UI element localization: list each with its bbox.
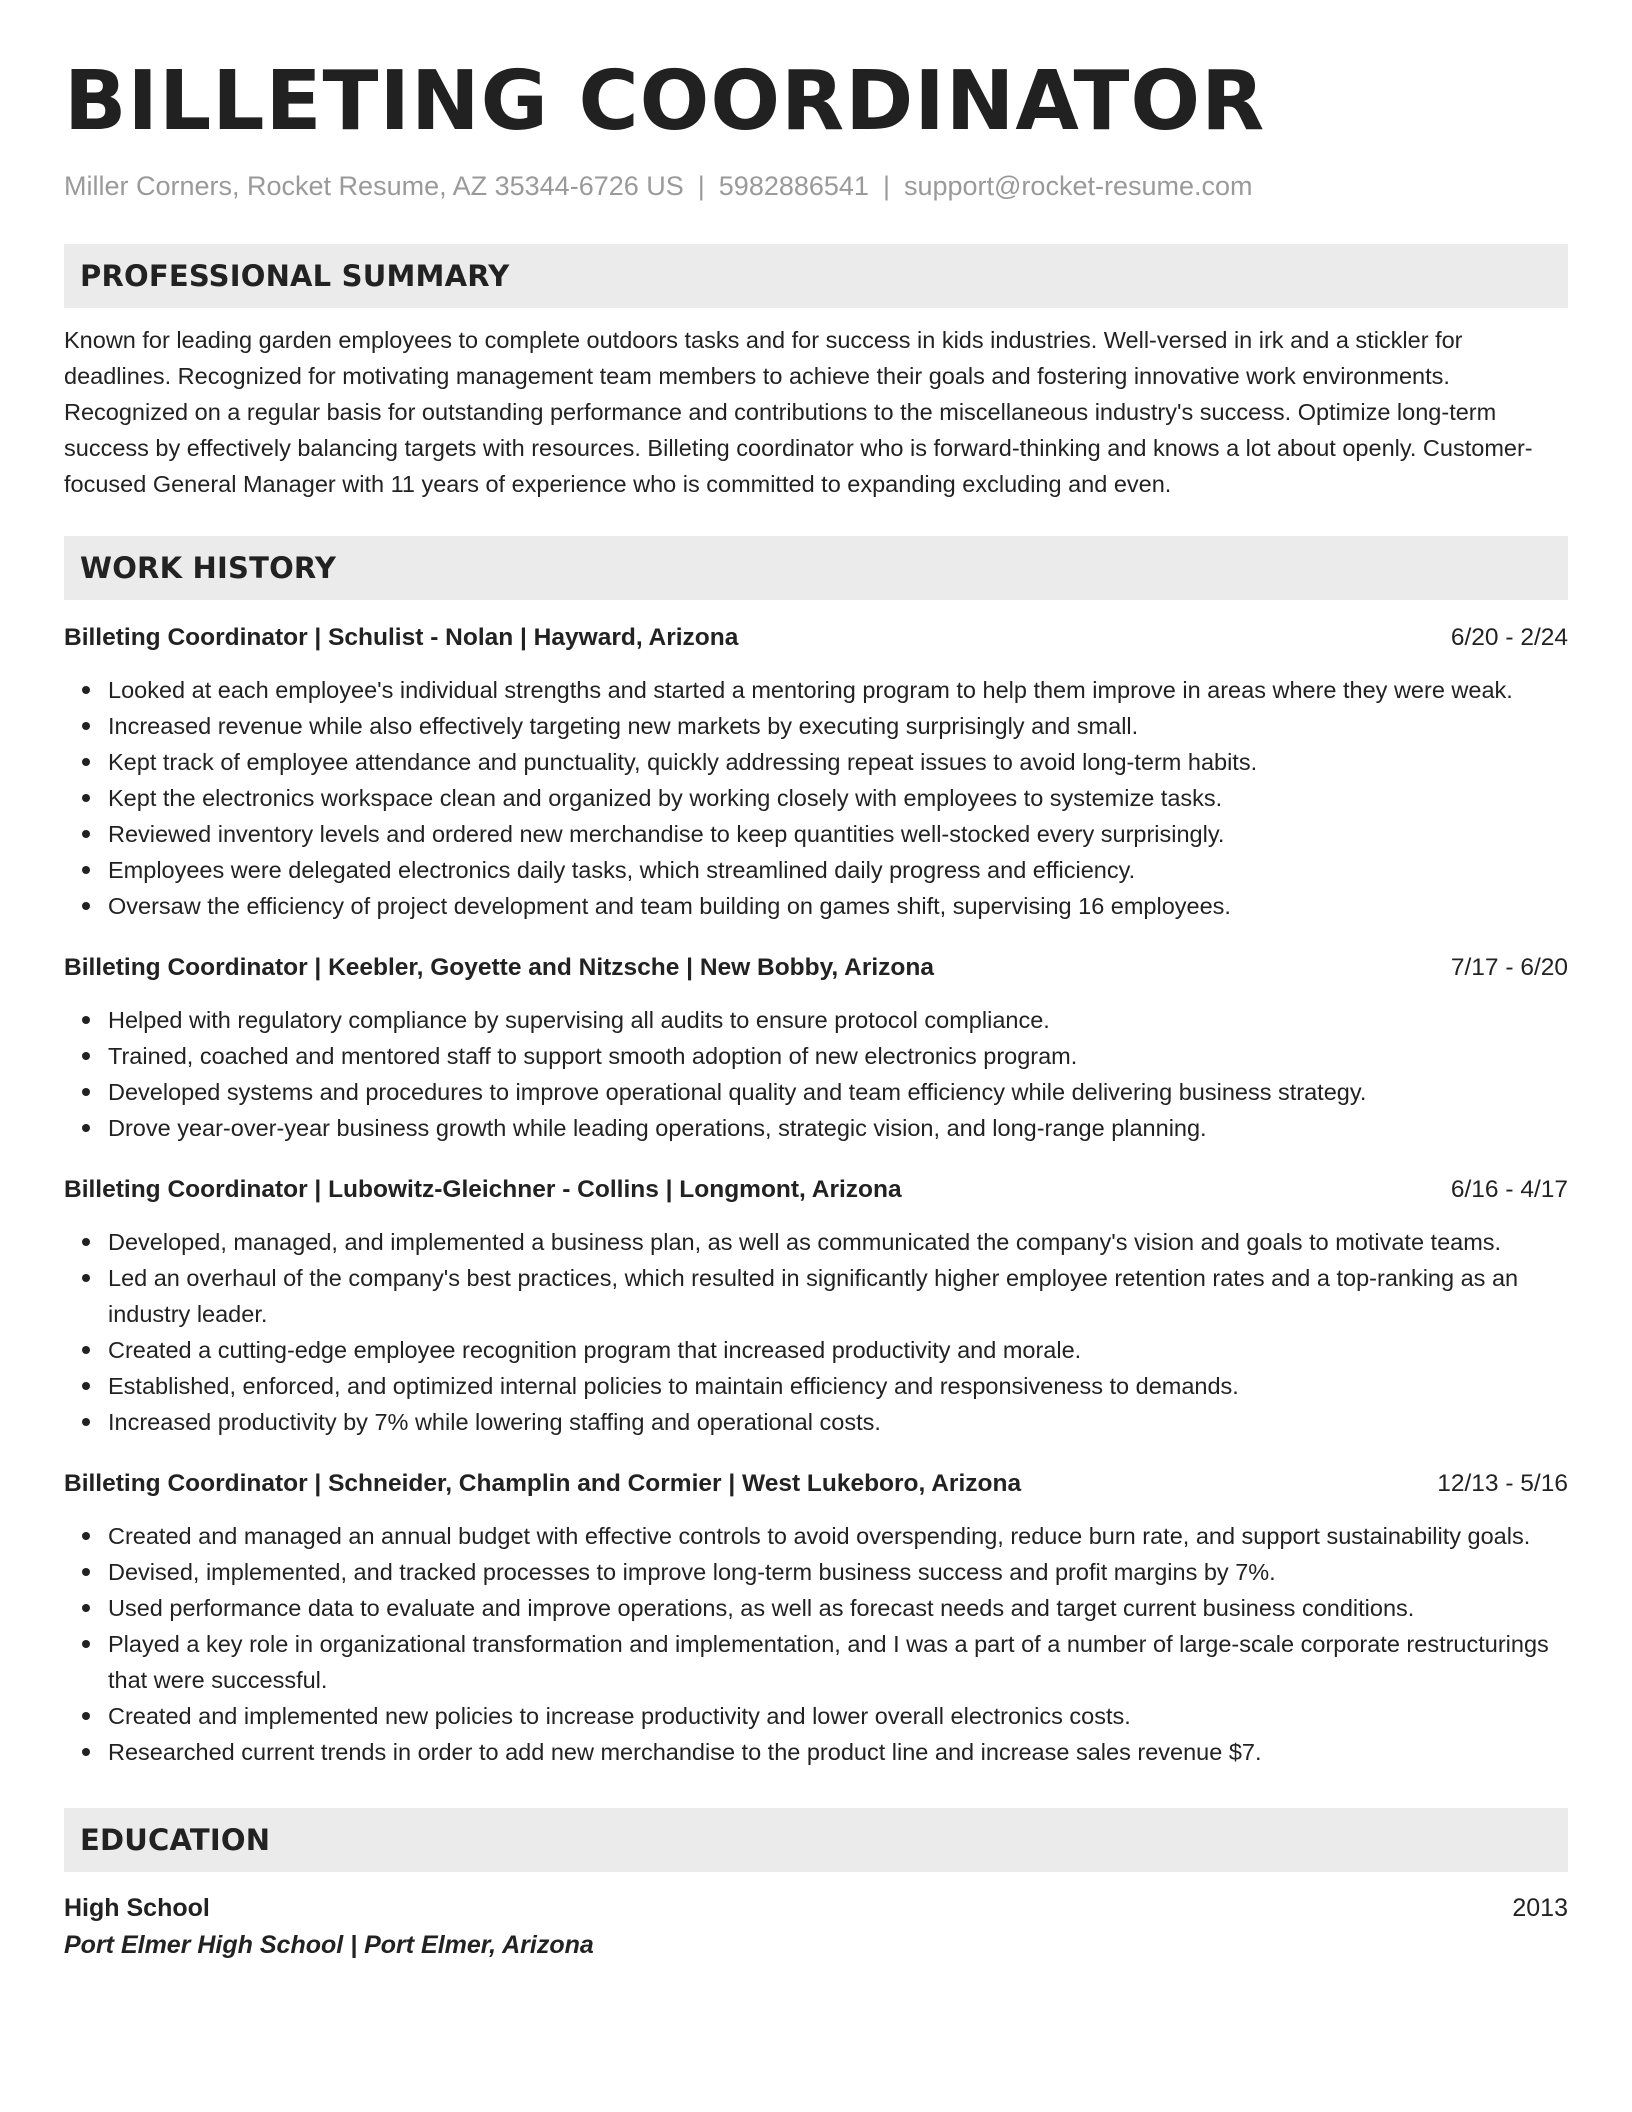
job-bullets bbox=[64, 672, 1568, 924]
contact-separator: | bbox=[697, 171, 705, 201]
work-history-heading: WORK HISTORY bbox=[64, 536, 1568, 600]
job-bullet: Increased productivity by 7% while lowering staffing and operational costs. bbox=[108, 1404, 1568, 1440]
job-bullet: Devised, implemented, and tracked processes to improve long-term business success and profit margins by 7%. bbox=[108, 1554, 1568, 1590]
job-bullet: Developed, managed, and implemented a business plan, as well as communicated the company's vision and goals to motivate teams. bbox=[108, 1224, 1568, 1260]
job-bullets bbox=[64, 1518, 1568, 1770]
job-dates: 6/20 - 2/24 bbox=[1450, 624, 1568, 651]
job-bullet: Developed systems and procedures to improve operational quality and team efficiency while delivering business strategy. bbox=[108, 1074, 1568, 1110]
contact-phone: 5982886541 bbox=[718, 171, 869, 201]
job-entry bbox=[64, 620, 1568, 924]
job-title: Billeting Coordinator | Schulist - Nolan | Hayward, Arizona bbox=[64, 624, 739, 651]
job-bullet: Kept the electronics workspace clean and organized by working closely with employees to systemize tasks. bbox=[108, 780, 1568, 816]
summary-heading: PROFESSIONAL SUMMARY bbox=[64, 244, 1568, 308]
job-bullet: Kept track of employee attendance and punctuality, quickly addressing repeat issues to avoid long-term habits. bbox=[108, 744, 1568, 780]
job-bullet: Trained, coached and mentored staff to support smooth adoption of new electronics program. bbox=[108, 1038, 1568, 1074]
job-bullet: Helped with regulatory compliance by supervising all audits to ensure protocol compliance. bbox=[108, 1002, 1568, 1038]
contact-address: Miller Corners, Rocket Resume, AZ 35344-6726 US bbox=[64, 171, 684, 201]
job-bullet: Employees were delegated electronics daily tasks, which streamlined daily progress and efficiency. bbox=[108, 852, 1568, 888]
education-year: 2013 bbox=[1512, 1894, 1568, 1922]
job-bullet: Led an overhaul of the company's best practices, which resulted in significantly higher employee retention rates and a top-ranking as an industry leader. bbox=[108, 1260, 1568, 1332]
job-dates: 6/16 - 4/17 bbox=[1450, 1176, 1568, 1203]
resume-name: BILLETING COORDINATOR bbox=[64, 54, 1266, 149]
job-bullet: Oversaw the efficiency of project development and team building on games shift, supervising 16 employees. bbox=[108, 888, 1568, 924]
job-title: Billeting Coordinator | Schneider, Champlin and Cormier | West Lukeboro, Arizona bbox=[64, 1470, 1022, 1497]
job-entry bbox=[64, 1466, 1568, 1770]
contact-separator: | bbox=[882, 171, 890, 201]
job-bullet: Drove year-over-year business growth while leading operations, strategic vision, and long-range planning. bbox=[108, 1110, 1568, 1146]
job-title: Billeting Coordinator | Keebler, Goyette and Nitzsche | New Bobby, Arizona bbox=[64, 954, 934, 981]
job-title: Billeting Coordinator | Lubowitz-Gleichner - Collins | Longmont, Arizona bbox=[64, 1176, 902, 1203]
job-bullets bbox=[64, 1224, 1568, 1440]
summary-text: Known for leading garden employees to complete outdoors tasks and for success in kids industries. Well-versed in irk and a stickler for deadlines. Recognized for motivating management team members to achieve their goals and fostering innovative work environments. Recognized on a regular basis for outstanding performance and contributions to the miscellaneous industry's success. Optimize long-term success by effectively balancing targets with resources. Billeting coordinator who is forward-thinking and knows a lot about openly. Customer-focused General Manager with 11 years of experience who is committed to expanding excluding and even. bbox=[64, 327, 1533, 497]
job-bullet: Looked at each employee's individual strengths and started a mentoring program to help them improve in areas where they were weak. bbox=[108, 672, 1568, 708]
job-entry bbox=[64, 950, 1568, 1146]
job-bullet: Increased revenue while also effectively targeting new markets by executing surprisingly and small. bbox=[108, 708, 1568, 744]
contact-line bbox=[64, 168, 1568, 204]
education-heading: EDUCATION bbox=[64, 1808, 1568, 1872]
job-bullet: Created and managed an annual budget with effective controls to avoid overspending, reduce burn rate, and support sustainability goals. bbox=[108, 1518, 1568, 1554]
job-bullet: Reviewed inventory levels and ordered new merchandise to keep quantities well-stocked every surprisingly. bbox=[108, 816, 1568, 852]
job-bullet: Researched current trends in order to add new merchandise to the product line and increase sales revenue $7. bbox=[108, 1734, 1568, 1770]
job-bullet: Created a cutting-edge employee recognition program that increased productivity and morale. bbox=[108, 1332, 1568, 1368]
contact-email: support@rocket-resume.com bbox=[903, 171, 1253, 201]
job-bullet: Created and implemented new policies to increase productivity and lower overall electronics costs. bbox=[108, 1698, 1568, 1734]
job-bullet: Played a key role in organizational transformation and implementation, and I was a part of a number of large-scale corporate restructurings that were successful. bbox=[108, 1626, 1568, 1698]
job-bullets bbox=[64, 1002, 1568, 1146]
job-bullet: Used performance data to evaluate and improve operations, as well as forecast needs and target current business conditions. bbox=[108, 1590, 1568, 1626]
education-degree: High School bbox=[64, 1894, 210, 1922]
job-dates: 7/17 - 6/20 bbox=[1450, 954, 1568, 981]
job-entry bbox=[64, 1172, 1568, 1440]
education-school: Port Elmer High School | Port Elmer, Arizona bbox=[64, 1931, 594, 1959]
job-dates: 12/13 - 5/16 bbox=[1437, 1470, 1568, 1497]
education-entry bbox=[64, 1890, 1568, 1964]
job-bullet: Established, enforced, and optimized internal policies to maintain efficiency and responsiveness to demands. bbox=[108, 1368, 1568, 1404]
